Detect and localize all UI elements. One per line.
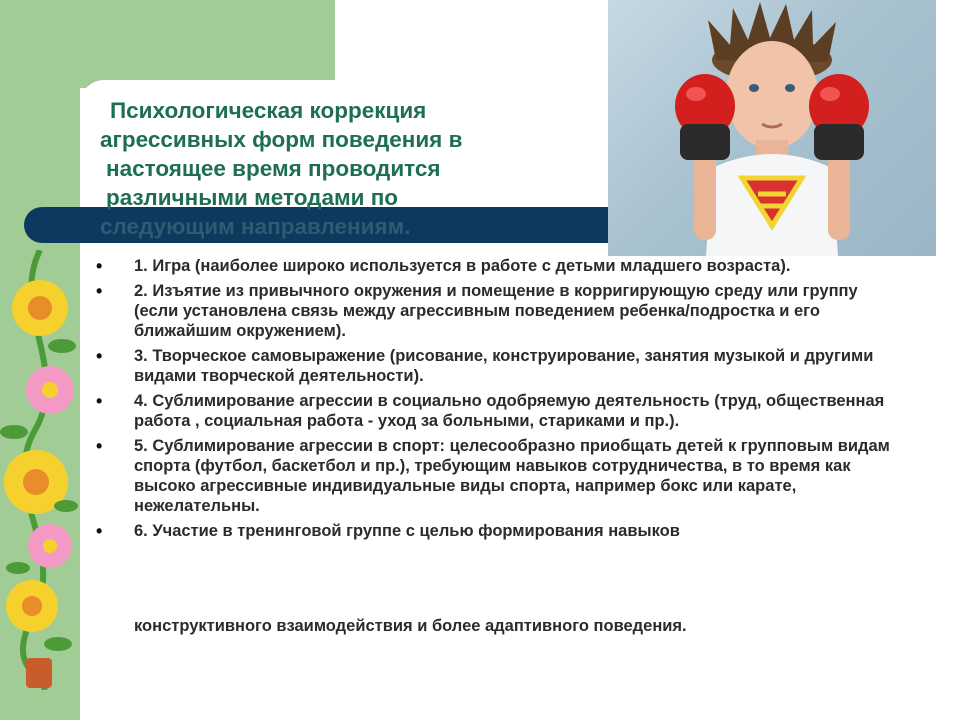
list-item-text: 3. Творческое самовыражение (рисование, конструирование, занятия музыкой и другими видами творческой деятельности). [134,347,874,385]
flower-yellow-1 [12,280,68,336]
list-item [96,521,896,541]
list-item [96,256,896,276]
title-line-4: различными методами по [106,185,399,210]
boxer-boy-photo [608,0,936,256]
list-item-text: 4. Сублимирование агрессии в социально одобряемую деятельность (труд, общественная работа , социальная работа - уход за больными, стариками и пр.). [134,392,885,430]
list-item [96,436,896,516]
list-item [96,391,896,431]
list-item-text: 5. Сублимирование агрессии в спорт: целесообразно приобщать детей к групповым видам спорта (футбол, баскетбол и пр.), требующим навыков сотрудничества, в то время как высоко агрессивные индивидуальные виды спорта, например бокс или карате, нежелательны. [134,437,890,515]
bullet-icon: • [96,281,103,301]
list-item-continuation: конструктивного взаимодействия и более адаптивного поведения. [134,617,687,635]
title-line-5: следующим направлениям. [100,214,411,239]
list-item-text: 2. Изъятие из привычного окружения и помещение в корригирующую среду или группу (если установлена связь между агрессивным поведением ребенка/подростка и его ближайшим окружением). [134,282,858,340]
flower-pink-1 [26,366,74,414]
green-top-panel [0,0,335,88]
title-line-1: Психологическая коррекция [110,98,427,123]
list-item [96,281,896,341]
list-item [96,346,896,386]
bullet-icon: • [96,391,103,411]
methods-list [96,256,896,546]
face [726,41,818,149]
bullet-icon: • [96,256,103,276]
slide-title [100,96,570,241]
title-line-2: агрессивных форм поведения в [100,127,463,152]
title-line-3: настоящее время проводится [106,156,441,181]
list-item-text: 1. Игра (наиболее широко используется в работе с детьми младшего возраста). [134,257,791,275]
bullet-icon: • [96,436,103,456]
flower-garland [0,250,82,690]
bullet-icon: • [96,521,103,541]
flower-pot [26,658,52,688]
bullet-icon: • [96,346,103,366]
flower-yellow-3 [6,580,58,632]
list-item-text: 6. Участие в тренинговой группе с целью формирования навыков [134,522,680,540]
flower-pink-2 [28,524,72,568]
